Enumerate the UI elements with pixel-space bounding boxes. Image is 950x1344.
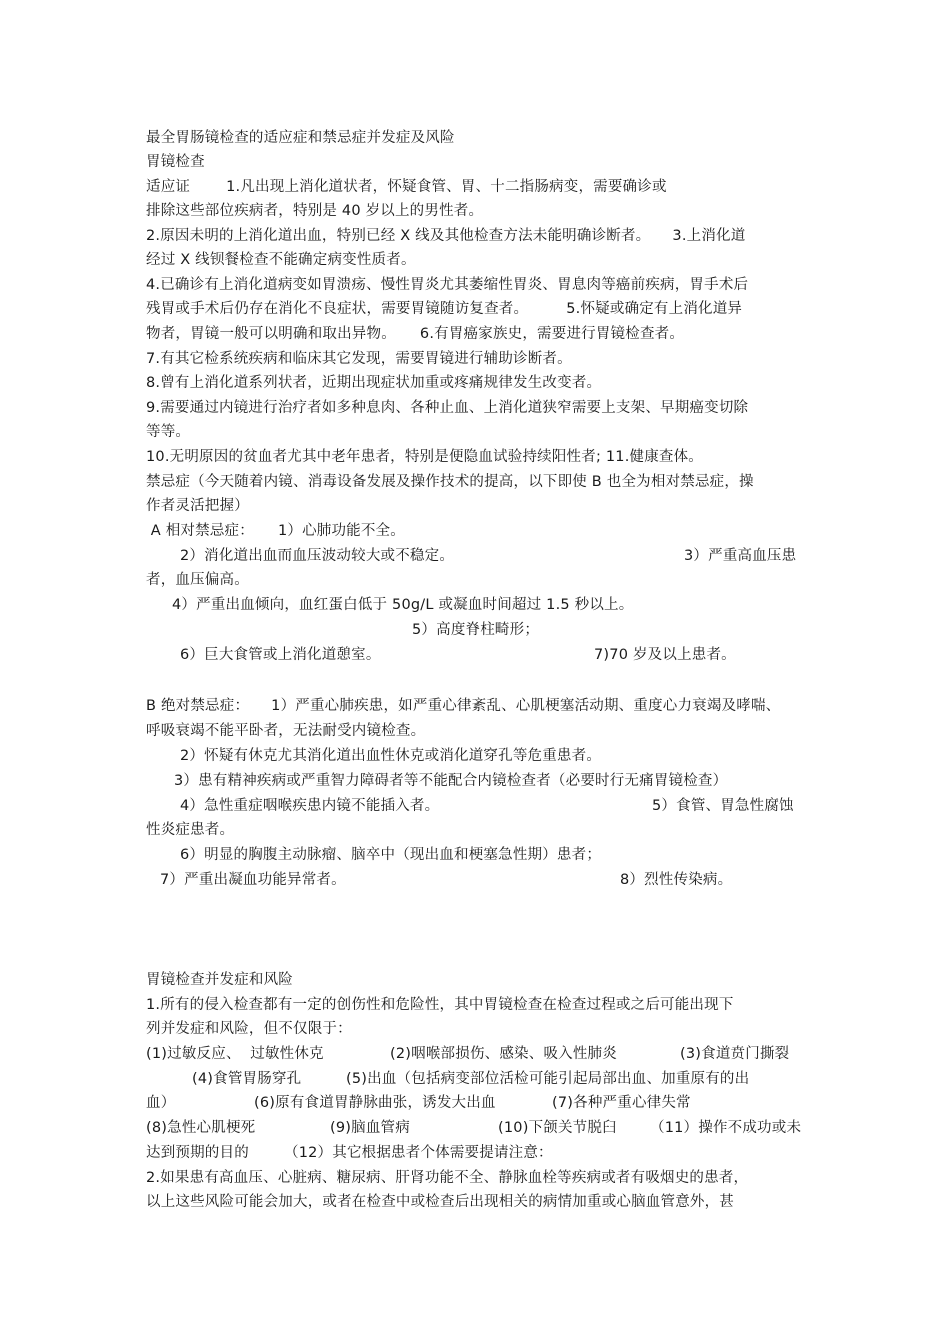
indication-item-9-cont: 等等。 [146, 424, 191, 440]
complication-item-6: (6)原有食道胃静脉曲张，诱发大出血 [254, 1095, 496, 1111]
indication-item-4: 4.已确诊有上消化道病变如胃溃疡、慢性胃炎尤其萎缩性胃炎、胃息肉等癌前疾病，胃手术后 [146, 277, 749, 293]
complication-item-11: （11）操作不成功或未 [650, 1120, 802, 1136]
indication-item-1-cont: 排除这些部位疾病者，特别是 40 岁以上的男性者。 [146, 203, 484, 219]
relative-contra-3: 3）严重高血压患 [684, 548, 797, 564]
contraindications-intro: 禁忌症（今天随着内镜、消毒设备发展及操作技术的提高，以下即使 B 也全为相对禁忌症，操 [146, 474, 754, 490]
relative-contra-1: 1）心肺功能不全。 [277, 523, 405, 539]
indication-item-5: 5.怀疑或确定有上消化道异 [566, 301, 743, 317]
indications-line-2 [146, 226, 745, 246]
complication-item-5: (5)出血（包括病变部位活检可能引起局部出血、加重原有的出 [346, 1071, 750, 1087]
absolute-contra-6: 6）明显的胸腹主动脉瘤、脑卒中（现出血和梗塞急性期）患者； [180, 847, 602, 863]
indication-item-6: 6.有胃癌家族史，需要进行胃镜检查者。 [419, 326, 685, 342]
complications-p1-cont: 列并发症和风险，但不仅限于： [146, 1021, 352, 1037]
complications-p1: 1.所有的侵入检查都有一定的创伤性和危险性，其中胃镜检查在检查过程或之后可能出现下 [146, 997, 734, 1013]
complication-item-8: (8)急性心肌梗死 [146, 1120, 256, 1136]
relative-contra-5: 5）高度脊柱畸形； [412, 622, 540, 638]
absolute-contra-8: 8）烈性传染病。 [620, 872, 733, 888]
indication-item-2: 2.原因未明的上消化道出血，特别已经 X 线及其他检查方法未能明确诊断者。 [146, 228, 651, 244]
absolute-contra-3: 3）患有精神疾病或严重智力障碍者等不能配合内镜检查者（必要时行无痛胃镜检查） [174, 773, 728, 789]
indications-label: 适应证 [146, 179, 191, 195]
complication-item-7: (7)各种严重心律失常 [552, 1095, 691, 1111]
indications-line-5b [146, 324, 684, 344]
complication-item-1: (1)过敏反应、 过敏性休克 [146, 1046, 324, 1062]
complication-item-3: (3)食道贲门撕裂 [680, 1046, 790, 1062]
complications-p2-cont: 以上这些风险可能会加大，或者在检查中或检查后出现相关的病情加重或心脑血管意外，甚 [146, 1194, 734, 1210]
indications-line-4b [146, 299, 742, 319]
contraindications-intro-cont: 作者灵活把握） [146, 498, 249, 514]
complication-item-11-cont: 达到预期的目的 [146, 1145, 249, 1161]
relative-contra-line-1 [146, 521, 405, 541]
indication-item-5-cont: 物者，胃镜一般可以明确和取出异物。 [146, 326, 396, 342]
absolute-contra-7: 7）严重出凝血功能异常者。 [160, 872, 346, 888]
indication-item-9: 9.需要通过内镜进行治疗者如多种息肉、各种止血、上消化道狭窄需要上支架、早期癌变切除 [146, 400, 749, 416]
relative-contra-label: A 相对禁忌症： [146, 523, 254, 539]
indications-line-1 [146, 177, 667, 197]
absolute-contra-1-cont: 呼吸衰竭不能平卧者，无法耐受内镜检查。 [146, 723, 426, 739]
indication-item-4-cont: 残胃或手术后仍存在消化不良症状，需要胃镜随访复查者。 [146, 301, 529, 317]
absolute-contra-4: 4）急性重症咽喉疾患内镜不能插入者。 [180, 798, 440, 814]
complications-heading: 胃镜检查并发症和风险 [146, 972, 293, 988]
document-title: 最全胃肠镜检查的适应症和禁忌症并发症及风险 [146, 130, 455, 146]
indication-item-8: 8.曾有上消化道系列状者，近期出现症状加重或疼痛规律发生改变者。 [146, 375, 602, 391]
absolute-contra-2: 2）怀疑有休克尤其消化道出血性休克或消化道穿孔等危重患者。 [180, 748, 602, 764]
absolute-contra-5-cont: 性炎症患者。 [146, 822, 235, 838]
absolute-contra-label: B 绝对禁忌症： [146, 698, 250, 714]
relative-contra-7: 7)70 岁及以上患者。 [594, 647, 736, 663]
complication-item-5-cont: 血） [146, 1095, 176, 1111]
relative-contra-6: 6）巨大食管或上消化道憩室。 [180, 647, 381, 663]
relative-contra-3-cont: 者，血压偏高。 [146, 572, 249, 588]
relative-contra-2: 2）消化道出血而血压波动较大或不稳定。 [180, 548, 455, 564]
indication-item-3: 3.上消化道 [672, 228, 746, 244]
complication-item-10: (10)下颌关节脱臼 [498, 1120, 617, 1136]
indication-item-10-11: 10.无明原因的贫血者尤其中老年患者，特别是便隐血试验持续阳性者; 11.健康查体。 [146, 449, 704, 465]
indication-item-3-cont: 经过 X 线钡餐检查不能确定病变性质者。 [146, 252, 416, 268]
complication-item-9: (9)脑血管病 [330, 1120, 410, 1136]
complications-p2: 2.如果患有高血压、心脏病、糖尿病、肝肾功能不全、静脉血栓等疾病或者有吸烟史的患者， [146, 1170, 749, 1186]
relative-contra-4: 4）严重出血倾向，血红蛋白低于 50g/L 或凝血时间超过 1.5 秒以上。 [172, 597, 634, 613]
indication-item-1: 1.凡出现上消化道状者，怀疑食管、胃、十二指肠病变，需要确诊或 [226, 179, 667, 195]
absolute-contra-line-1 [146, 696, 780, 716]
absolute-contra-5: 5）食管、胃急性腐蚀 [652, 798, 794, 814]
complication-item-4: (4)食管胃肠穿孔 [192, 1071, 302, 1087]
complication-item-2: (2)咽喉部损伤、感染、吸入性肺炎 [390, 1046, 617, 1062]
complication-item-12: （12）其它根据患者个体需要提请注意： [284, 1145, 553, 1161]
section-heading-gastroscopy: 胃镜检查 [146, 154, 205, 170]
indication-item-7: 7.有其它检系统疾病和临床其它发现，需要胃镜进行辅助诊断者。 [146, 351, 572, 367]
absolute-contra-1: 1）严重心肺疾患，如严重心律紊乱、心肌梗塞活动期、重度心力衰竭及哮喘、 [271, 698, 781, 714]
